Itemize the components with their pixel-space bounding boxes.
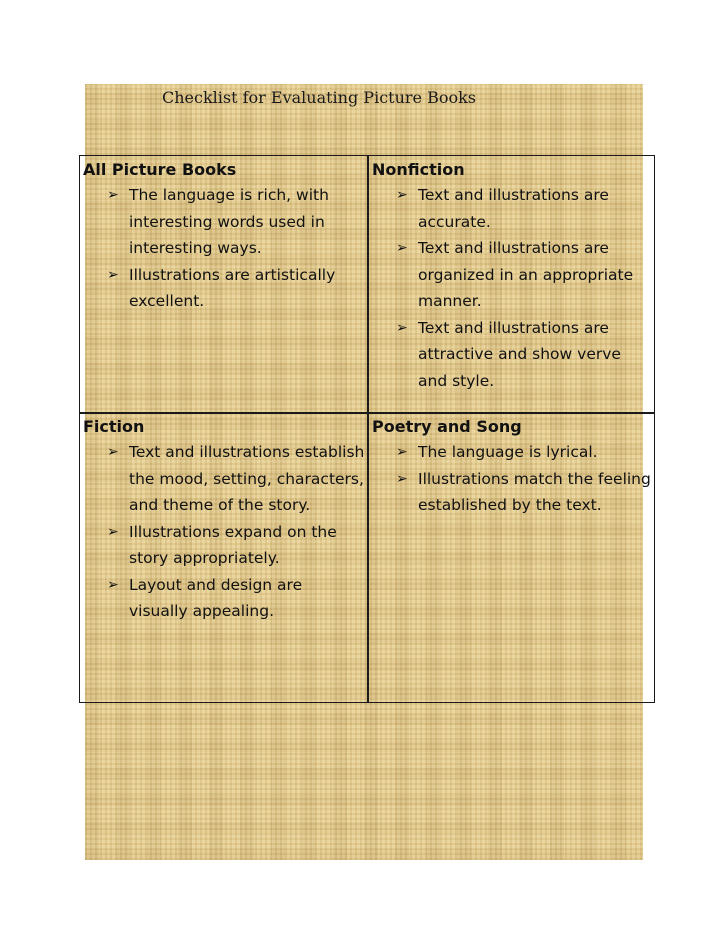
list-item: ➢ The language is rich, with interesting words used in interesting ways.	[83, 182, 365, 262]
list-item: ➢ Text and illustrations are organized in an appropriate manner.	[372, 235, 654, 315]
arrow-bullet-icon: ➢	[107, 523, 119, 540]
arrow-bullet-icon: ➢	[107, 576, 119, 593]
section-heading: Nonfiction	[372, 160, 465, 179]
section-all-picture-books	[83, 158, 365, 315]
section-fiction	[83, 415, 365, 625]
arrow-bullet-icon: ➢	[396, 319, 408, 336]
page-title-text: Checklist for Evaluating Picture Books	[161, 88, 477, 107]
section-heading: Poetry and Song	[372, 417, 522, 436]
arrow-bullet-icon: ➢	[396, 470, 408, 487]
section-nonfiction	[372, 158, 654, 394]
list-item: ➢ Layout and design are visually appealing.	[83, 572, 365, 625]
list-item: ➢ Text and illustrations are accurate.	[372, 182, 654, 235]
list-item: ➢ Illustrations expand on the story appropriately.	[83, 519, 365, 572]
checklist-table	[79, 155, 655, 703]
list-item: ➢ Text and illustrations are attractive and show verve and style.	[372, 315, 654, 395]
arrow-bullet-icon: ➢	[107, 444, 119, 460]
section-heading: Fiction	[83, 417, 145, 436]
section-poetry-and-song	[372, 415, 654, 519]
row-divider	[80, 412, 654, 414]
arrow-bullet-icon: ➢	[396, 444, 408, 460]
section-heading: All Picture Books	[83, 160, 237, 179]
list-item: ➢ Illustrations are artistically excellent.	[83, 262, 365, 315]
list-item: ➢ Illustrations match the feeling established by the text.	[372, 466, 654, 519]
list-item: ➢ Text and illustrations establish the mood, setting, characters, and theme of the story.	[83, 439, 365, 519]
arrow-bullet-icon: ➢	[396, 240, 408, 256]
arrow-bullet-icon: ➢	[107, 187, 119, 203]
column-divider	[367, 156, 369, 702]
page-title	[0, 88, 728, 107]
arrow-bullet-icon: ➢	[107, 266, 119, 283]
list-item: ➢ The language is lyrical.	[372, 439, 654, 466]
arrow-bullet-icon: ➢	[396, 187, 408, 203]
